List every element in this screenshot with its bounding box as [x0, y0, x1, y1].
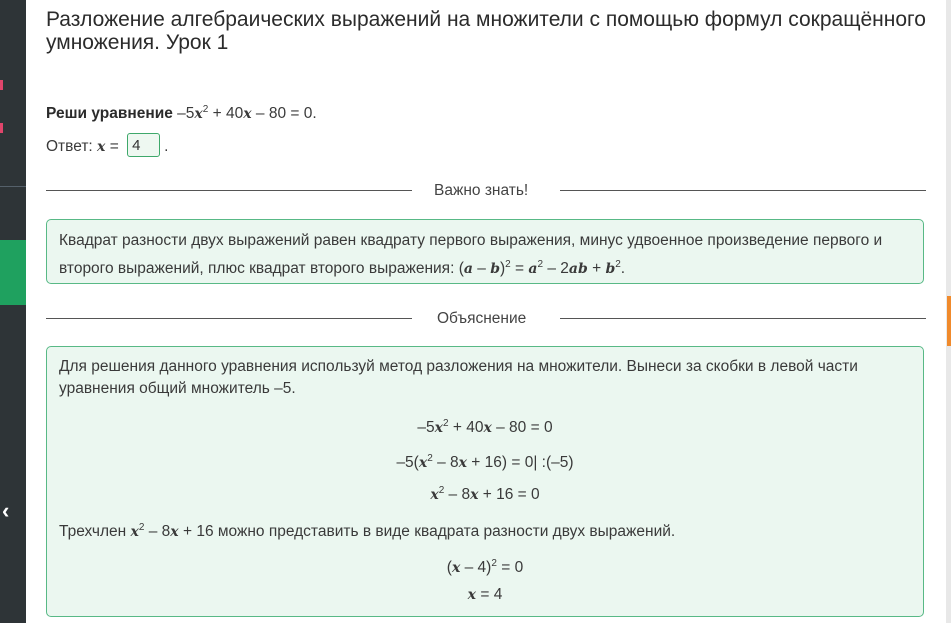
divider-line [46, 318, 412, 319]
page-title: Разложение алгебраических выражений на множители с помощью формул сокращённого умножения. Урок 1 [46, 8, 926, 54]
task-prompt: Реши уравнение [46, 105, 173, 123]
trinomial-text: Трехчлен $x^2 - 8x + 16$ можно представить в виде квадрата разности двух выражений. [59, 522, 676, 541]
equation-line-4: (x – 4)$^2$ = 0 [446, 558, 524, 577]
sidebar-divider [0, 186, 26, 187]
equation-line-3: $x^2 - 8x + 16 = 0$ [430, 485, 540, 504]
divider-line [560, 190, 926, 191]
divider-line [46, 190, 412, 191]
important-text: Квадрат разности двух выражений равен квадрату первого выражения, минус удвоенное произведение первого и второго выражений, плюс квадрат второго выражения: $(a - b)^2 = a^2 - 2ab + b^2$. [59, 232, 883, 278]
important-heading: Важно знать! [434, 182, 529, 199]
divider-line [560, 318, 926, 319]
answer-input[interactable] [127, 133, 160, 157]
explanation-heading: Объяснение [437, 310, 527, 327]
answer-label: Ответ: [46, 138, 98, 156]
answer-row: Ответ: x = 4 . [46, 135, 168, 159]
equation-line-2: $-5(x^2 - 8x + 16) = 0|$ :(–5) [396, 453, 574, 472]
equation-line-5: x = 4 [467, 586, 503, 603]
equation-line-1: $-5x^2 + 40x - 80 = 0$ [417, 418, 553, 437]
side-tab-handle[interactable] [947, 296, 951, 346]
chevron-left-icon: ‹ [2, 498, 10, 523]
sidebar-marker [0, 123, 3, 133]
left-sidebar [0, 0, 26, 623]
sidebar-collapse-button[interactable] [0, 240, 26, 523]
sidebar-marker [0, 80, 3, 90]
important-box [46, 219, 924, 284]
explanation-box [46, 346, 924, 617]
explanation-intro: Для решения данного уравнения используй метод разложения на множители. Вынеси за скобки в левой части уравнения общий множитель –5. [59, 358, 858, 397]
task-statement: Реши уравнение $-5x^2 + 40x - 80 = 0$. [46, 104, 317, 123]
